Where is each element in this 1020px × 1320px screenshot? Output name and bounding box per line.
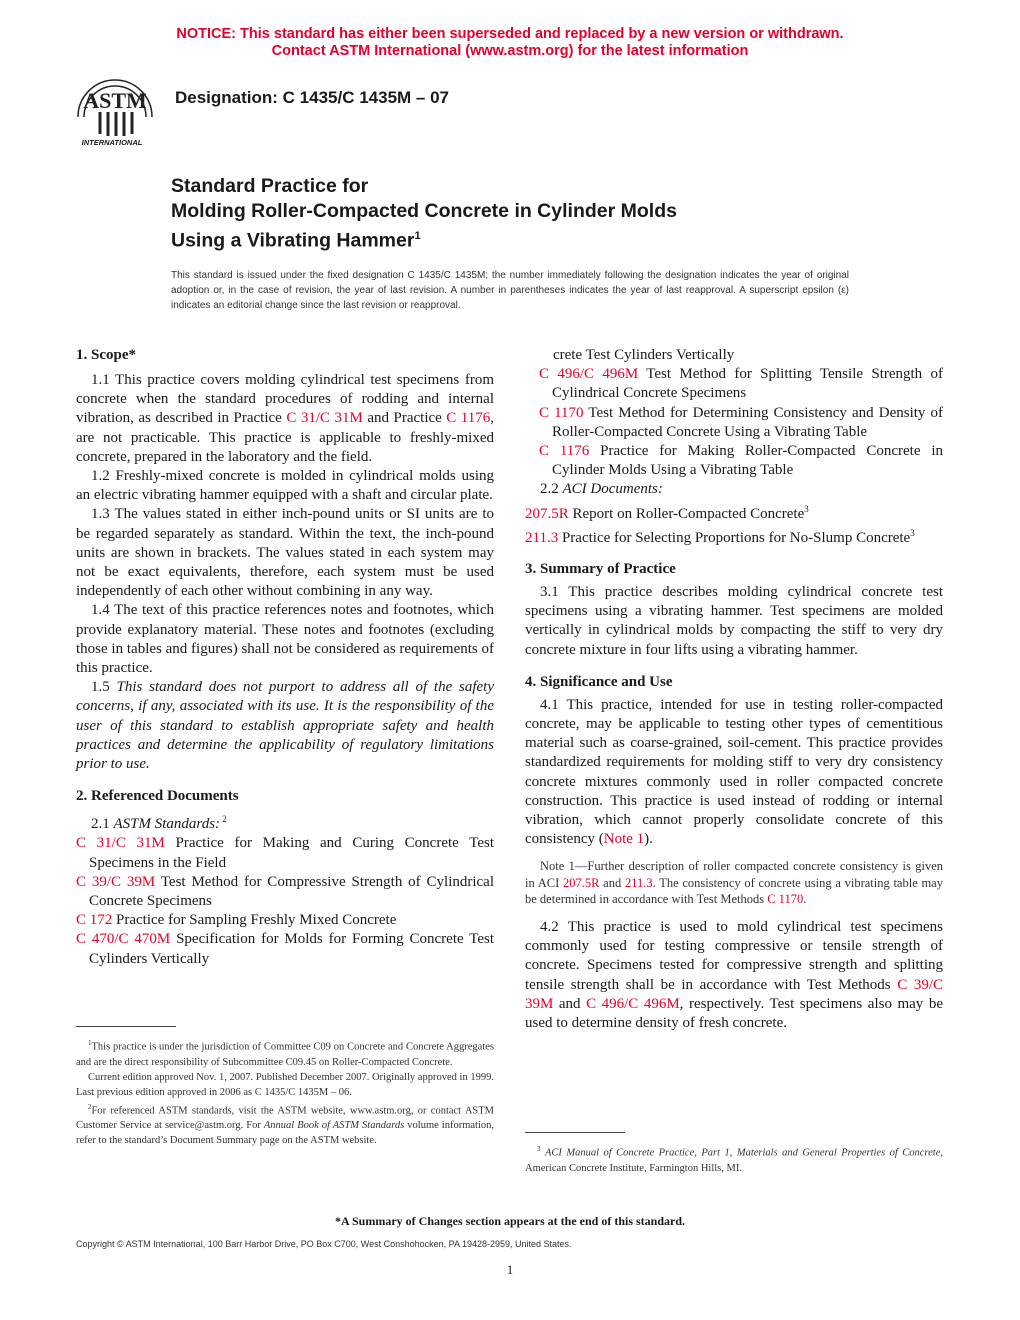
right-column [525,346,943,1033]
astm-standards-label: 2.1 ASTM Standards: $^2$ [91,814,227,833]
intro-paragraph: This standard is issued under the fixed designation C 1435/C 1435M; the number immediately following the designation indicates the year of original adoption or, in the case of revision, the year of last revision. A number in parentheses indicates the year of last reapproval. A superscript epsilon (ε) indicates an editorial change since the last revision or reapproval. [171,270,849,311]
ref-code[interactable]: C 1170 [539,404,584,421]
ref-item: C 1170 Test Method for Determining Consistency and Density of Roller-Compacted Concrete Using a Vibrating Table [539,404,944,440]
ref-item: C 1176 Practice for Making Roller-Compacted Concrete in Cylinder Molds Using a Vibrating Table [539,443,944,479]
ref-link[interactable]: 207.5R [562,875,600,890]
footnote-rule-left [76,1026,176,1027]
para-3-1: 3.1 This practice describes molding cylindrical concrete test specimens using a vibrating hammer. Test specimens are molded vertically in cylindrical molds by compacting the stiff to very dry concrete mixture in four lifts using a vibrating hammer. [525,584,943,658]
footnote-2: $^2$For referenced ASTM standards, visit the ASTM website, www.astm.org, or contact ASTM Customer Service at service@astm.org. For Annual Book of ASTM Standards volume information, refer to the standard’s Document Summary page on the ASTM website. [76,1102,494,1146]
ref-item: C 470/C 470M Specification for Molds for Forming Concrete Test Cylinders Vertically [76,931,495,967]
para-1-4: 1.4 The text of this practice references notes and footnotes, which provide explanatory material. These notes and footnotes (excluding those in tables and figures) shall not be considered as requirements of this practice. [76,602,494,677]
logo-subtitle: INTERNATIONAL [81,138,143,147]
note-1: Note 1—Further description of roller compacted concrete consistency is given in ACI 207.5R and 211.3. The consistency of concrete using a vibrating table may be determined in accordance with Test Methods C 1170. [525,859,943,907]
summary-of-changes-note: *A Summary of Changes section appears at the end of this standard. [334,1214,686,1228]
copyright: Copyright © ASTM International, 100 Barr Harbor Drive, PO Box C700, West Conshohocken, PA 19428-2959, United States. [76,1239,572,1249]
ref-code[interactable]: C 496/C 496M [539,366,639,383]
notice-line-1: NOTICE: This standard has either been superseded and replaced by a new version or withdrawn. [176,26,844,42]
footnote-3: $^3$ ACI Manual of Concrete Practice, Part 1, Materials and General Properties of Concrete, American Concrete Institute, Farmington Hills, MI. [525,1145,943,1174]
ref-item: C 496/C 496M Test Method for Splitting Tensile Strength of Cylindrical Concrete Specimens [539,366,944,402]
para-1-5: 1.5 This standard does not purport to address all of the safety concerns, if any, associated with its use. It is the responsibility of the user of this standard to establish appropriate safety and health practices and determine the applicability of regulatory limitations prior to use. [76,679,495,773]
footnote-1-edition: Current edition approved Nov. 1, 2007. Published December 2007. Originally approved in 1999. Last previous edition approved in 2006 as C 1435/C 1435M – 06. [76,1071,494,1098]
ref-item-continued: crete Test Cylinders Vertically [553,347,735,363]
section-2-heading: 2. Referenced Documents [76,788,239,805]
ref-link[interactable]: C 39/C 39M [525,976,943,1012]
notice-line-2: Contact ASTM International (www.astm.org) for the latest information [271,43,749,59]
aci-documents-label: 2.2 ACI Documents: [540,481,663,498]
footnotes-left [76,1036,494,1148]
section-3-heading: 3. Summary of Practice [525,561,676,578]
ref-code[interactable]: C 39/C 39M [76,873,156,890]
ref-item: 211.3 Practice for Selecting Proportions for No-Slump Concrete$^3$ [525,527,915,546]
ref-code[interactable]: C 1176 [539,443,590,460]
ref-code[interactable]: C 172 [76,912,113,929]
section-1-heading: 1. Scope* [76,347,136,363]
ref-link[interactable]: C 1176 [446,410,491,427]
title-line-1: Standard Practice for [171,175,369,197]
para-4-2: 4.2 This practice is used to mold cylindrical test specimens commonly used for testing compressive or tensile strength of concrete. Specimens tested for compressive strength and splitting tensile strength shall be in accordance with Test Methods C 39/C 39M and C 496/C 496M, respectively. Test specimens also may be used to determine density of fresh concrete. [525,918,943,1031]
logo-letters: ASTM [83,88,147,113]
ref-link[interactable]: C 1170 [767,892,804,907]
section-4-heading: 4. Significance and Use [525,673,673,690]
designation: Designation: C 1435/C 1435M – 07 [175,88,450,107]
ref-item: C 31/C 31M Practice for Making and Curing Concrete Test Specimens in the Field [76,835,494,871]
footnote-1: $^1$This practice is under the jurisdiction of Committee C09 on Concrete and Concrete Aggregates and are the direct responsibility of Subcommittee C09.45 on Roller-Compacted Concrete. [76,1039,494,1068]
page-number: 1 [506,1262,514,1277]
para-1-1: 1.1 This practice covers molding cylindrical test specimens from concrete when the standard procedures of rodding and internal vibration, as described in Practice C 31/C 31M and Practice C 1176, are not practicable. This practice is applicable to freshly-mixed concrete, prepared in the laboratory and the field. [76,372,494,465]
left-column [76,346,494,969]
para-4-1: 4.1 This practice, intended for use in testing roller-compacted concrete, may be applicable to testing other types of cementitious material such as coarse-grained, soil-cement. This practice provides standardized requirements for molding stiff to very dry consistency concrete mixtures commonly used in roller compacted concrete construction. This practice is used instead of rodding or internal vibration, which cannot properly consolidate concrete of this consistency (Note 1). [525,696,943,848]
note-link[interactable]: Note 1 [603,831,645,848]
footnote-rule-right [525,1132,625,1133]
para-1-3: 1.3 The values stated in either inch-pound units or SI units are to be regarded separately as standard. Within the text, the inch-pound units are shown in brackets. The values stated in each system may not be exact equivalents, therefore, each system must be used independently of each other without combining in any way. [76,506,494,600]
ref-item: 207.5R Report on Roller-Compacted Concrete$^3$ [525,503,809,522]
ref-code[interactable]: C 470/C 470M [76,931,171,948]
ref-code[interactable]: 211.3 [525,529,559,546]
ref-code[interactable]: 207.5R [525,505,569,522]
ref-item: C 172 Practice for Sampling Freshly Mixed Concrete [76,912,397,929]
ref-link[interactable]: 211.3 [624,875,653,890]
para-1-2: 1.2 Freshly-mixed concrete is molded in cylindrical molds using an electric vibrating hammer equipped with a shaft and circular plate. [76,468,494,504]
title-line-2: Molding Roller-Compacted Concrete in Cylinder Molds [171,200,677,222]
title-line-3: Using a Vibrating Hammer$^1$ [171,229,421,252]
ref-link[interactable]: C 496/C 496M [586,995,680,1012]
ref-item: C 39/C 39M Test Method for Compressive Strength of Cylindrical Concrete Specimens [76,873,495,910]
ref-code[interactable]: C 31/C 31M [76,835,165,852]
ref-link[interactable]: C 31/C 31M [286,410,363,427]
